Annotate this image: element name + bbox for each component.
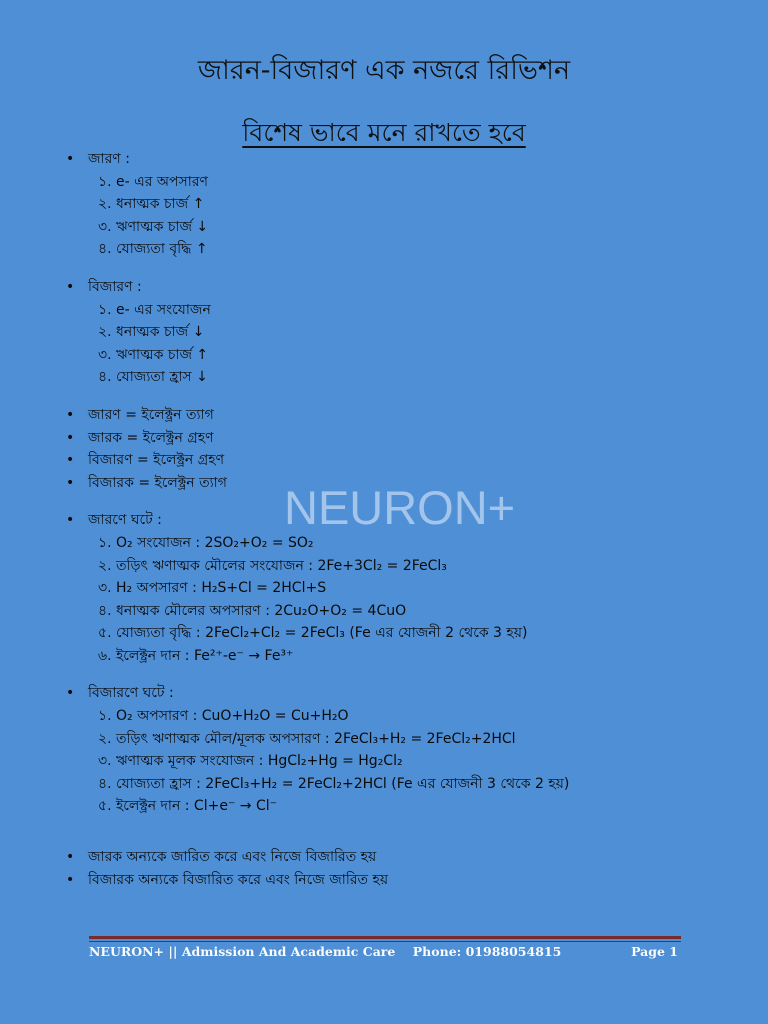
page-title: জারন-বিজারণ এক নজরে রিভিশন (197, 55, 571, 86)
list-item: ৬. ইলেক্ট্রন দান : Fe²⁺-e⁻ → Fe³⁺ (98, 647, 294, 664)
list-item: ২. তড়িৎ ঋণাত্মক মৌল/মূলক অপসারণ : 2FeCl₃+H₂ = 2FeCl₂+2HCl (98, 730, 516, 747)
list-item: ৪. যোজ্যতা বৃদ্ধি ↑ (98, 241, 208, 258)
list-item: ৪. ধনাত্মক মৌলের অপসারণ : 2Cu₂O+O₂ = 4CuO (98, 602, 407, 619)
definition-item: • বিজারণ = ইলেক্ট্রন গ্রহণ (66, 449, 746, 472)
definition-item: • বিজারক = ইলেক্ট্রন ত্যাগ (66, 472, 746, 495)
list-item: ১. O₂ সংযোজন : 2SO₂+O₂ = SO₂ (98, 534, 314, 551)
watermark: NEURON+ (284, 481, 516, 534)
list-item: ২. ধনাত্মক চার্জ ↓ (98, 324, 205, 341)
list-item: ৪. যোজ্যতা হ্রাস : 2FeCl₃+H₂ = 2FeCl₂+2HCl (Fe এর যোজনী 3 থেকে 2 হয়) (98, 775, 570, 792)
list-item: ১. e- এর সংযোজন (98, 301, 211, 318)
list-item: ১. e- এর অপসারণ (98, 173, 209, 190)
list-item: ৫. যোজ্যতা বৃদ্ধি : 2FeCl₂+Cl₂ = 2FeCl₃ (Fe এর যোজনী 2 থেকে 3 হয়) (98, 625, 528, 642)
list-item: ৩. ঋণাত্মক চার্জ ↓ (98, 218, 209, 235)
list-item: ৫. ইলেক্ট্রন দান : Cl+e⁻ → Cl⁻ (98, 798, 278, 815)
document-body (66, 148, 746, 891)
page-number: Page 1 (631, 944, 678, 959)
closing-item: • জারক অন্যকে জারিত করে এবং নিজে বিজারিত হয় (66, 846, 746, 869)
closing-item: • বিজারক অন্যকে বিজারিত করে এবং নিজে জারিত হয় (66, 869, 746, 892)
definition-item: • জারক = ইলেক্ট্রন গ্রহণ (66, 427, 746, 450)
section-heading-oxidation: • জারণ : (66, 148, 746, 171)
footer-brand: NEURON+ || Admission And Academic Care (89, 944, 396, 959)
list-item: ৪. যোজ্যতা হ্রাস ↓ (98, 369, 208, 386)
list-item: ২. তড়িৎ ঋণাত্মক মৌলের সংযোজন : 2Fe+3Cl₂ = 2FeCl₃ (98, 557, 447, 574)
list-item: ১. O₂ অপসারণ : CuO+H₂O = Cu+H₂O (98, 708, 349, 725)
list-item: ৩. H₂ অপসারণ : H₂S+Cl = 2HCl+S (98, 580, 327, 597)
footer-divider (89, 936, 681, 942)
section-heading-reduction: • বিজারণ : (66, 276, 746, 299)
list-item: ২. ধনাত্মক চার্জ ↑ (98, 196, 205, 213)
footer-phone: Phone: 01988054815 (412, 944, 562, 959)
subtitle-text: বিশেষ ভাবে মনে রাখতে হবে (242, 118, 526, 147)
section-heading-reduction-occurs: • বিজারণে ঘটে : (66, 682, 746, 705)
list-item: ৩. ঋণাত্মক মূলক সংযোজন : HgCl₂+Hg = Hg₂Cl₂ (98, 753, 403, 770)
definition-item: • জারণ = ইলেক্ট্রন ত্যাগ (66, 404, 746, 427)
page-footer (89, 944, 681, 959)
list-item: ৩. ঋণাত্মক চার্জ ↑ (98, 346, 209, 363)
section-heading-oxidation-occurs: • জারণে ঘটে : (66, 509, 746, 532)
